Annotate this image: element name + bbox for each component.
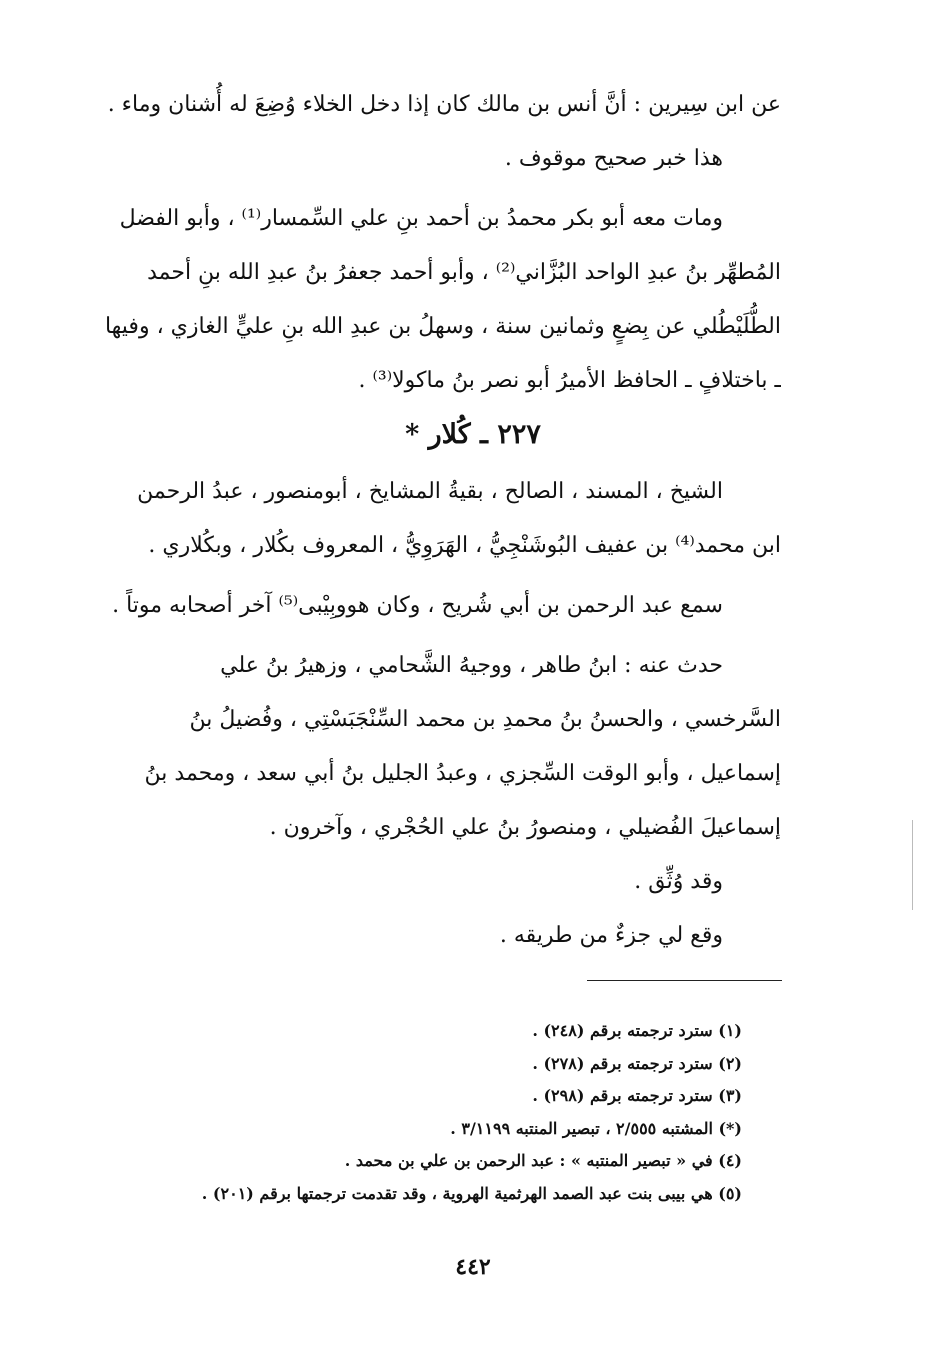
text-line: الطُّلَيْطُلي عن بِضعٍ وثمانين سنة ، وسهلُ بن عبدِ الله بنِ عليٍّ الغازي ، وفيها	[105, 314, 781, 339]
text-line: ومات معه أبو بكر محمدُ بن أحمد بنِ علي السِّمسار⁽¹⁾ ، وأبو الفضل	[119, 206, 723, 231]
top-text-block	[105, 78, 781, 408]
footnote-2: (٢) سترد ترجمته برقم (٢٧٨) .	[532, 1053, 742, 1073]
text-line: ـ باختلافٍ ـ الحافظ الأميرُ أبو نصر بنُ ماكولا⁽³⁾ .	[358, 368, 781, 393]
text-line: الشيخ ، المسند ، الصالح ، بقيةُ المشايخ ، أبومنصور ، عبدُ الرحمن	[137, 479, 723, 504]
footnotes	[150, 1015, 742, 1210]
footnote-star: (*) المشتبه ٢/٥٥٥ ، تبصير المنتبه ٣/١١٩٩ .	[450, 1118, 742, 1138]
paragraph-6	[105, 855, 781, 909]
text-line: إسماعيلَ الفُضيلي ، ومنصورُ بنُ علي الحُجْري ، وآخرون .	[269, 815, 781, 840]
text-line: إسماعيل ، وأبو الوقت السِّجزي ، وعبدُ الجليل بنُ أبي سعد ، ومحمد بنُ	[144, 761, 781, 786]
footnote-3: (٣) سترد ترجمته برقم (٢٩٨) .	[532, 1086, 742, 1105]
text-line: سمع عبد الرحمن بن أبي شُريح ، وكان هووبِيْبى⁽⁵⁾ آخر أصحابه موتاً .	[112, 593, 723, 618]
paragraph-7	[105, 909, 781, 963]
scan-edge-mark	[912, 820, 913, 910]
paragraph-2	[105, 192, 781, 408]
paragraph-4	[105, 579, 781, 633]
text-line: السَّرخسي ، والحسنُ بنُ محمدِ بن محمد السِّنْجَبَسْتِي ، وفُضيلُ بنُ	[189, 707, 781, 732]
text-line: عن ابن سِيرين : أنَّ أنس بن مالك كان إذا دخل الخلاء وُضِعَ له أُشنان وماء .	[107, 92, 781, 117]
text-line: ابن محمد⁽⁴⁾ بن عفيف البُوشَنْجِيُّ ، الهَرَوِيُّ ، المعروف بكُلار ، وبكُلاري .	[148, 533, 781, 558]
footnote-separator	[587, 980, 782, 981]
text-line: هذا خبر صحيح موقوف .	[504, 146, 723, 171]
footnote-4: (٤) في « تبصير المنتبه » : عبد الرحمن بن علي بن محمد .	[344, 1151, 742, 1170]
footnote-5: (٥) هي بيبى بنت عبد الصمد الهرثمية الهروية ، وقد تقدمت ترجمتها برقم (٢٠١) .	[201, 1183, 742, 1203]
paragraph-3	[105, 465, 781, 573]
paragraph-1	[105, 78, 781, 186]
paragraph-5	[105, 639, 781, 855]
page-number: ٤٤٢	[455, 1254, 491, 1280]
bottom-text-block	[105, 465, 781, 963]
text-line: وقد وُثِّق .	[634, 869, 723, 894]
text-line: وقع لي جزءٌ من طريقه .	[499, 923, 723, 948]
entry-heading: ٢٢٧ ـ كُلار *	[405, 419, 541, 450]
text-line: حدث عنه : ابنُ طاهر ، ووجيهُ الشَّحامي ، وزهيرُ بنُ علي	[220, 653, 723, 678]
text-line: المُطهِّر بنُ عبدِ الواحد البُزَّاني⁽²⁾ ، وأبو أحمد جعفرُ بنُ عبدِ الله بنِ أحمد	[147, 260, 781, 285]
footnote-1: (١) سترد ترجمته برقم (٢٤٨) .	[532, 1021, 742, 1040]
